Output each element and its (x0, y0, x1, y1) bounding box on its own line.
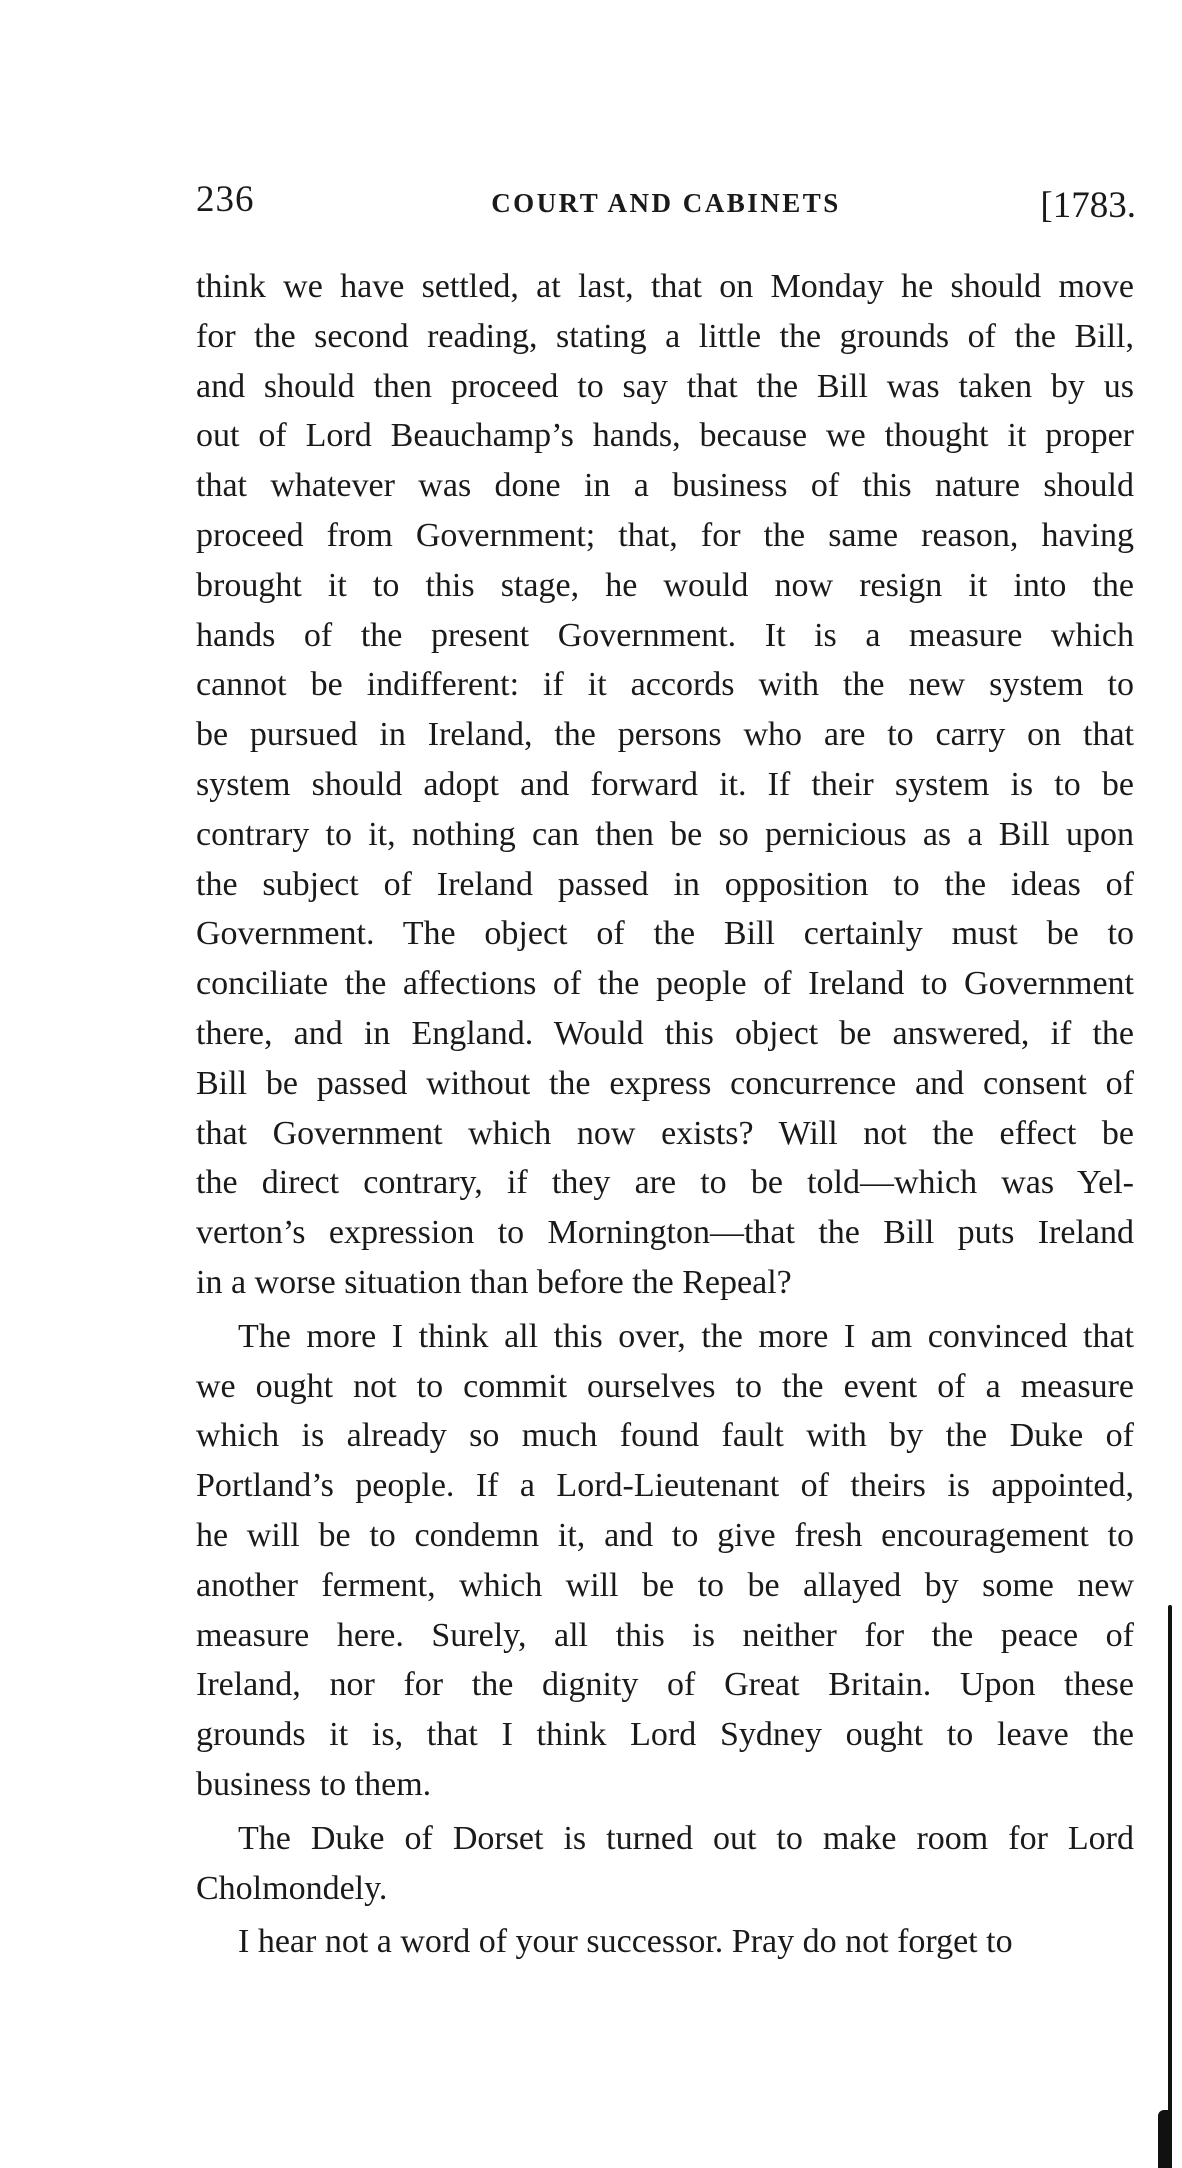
paragraph (196, 1312, 1134, 1810)
text-line: think we have settled, at last, that on Monday he should move (196, 268, 1134, 305)
text-line: and should then proceed to say that the Bill was taken by us (196, 367, 1134, 405)
running-head (196, 178, 1136, 226)
text-line: he will be to condemn it, and to give fresh encouragement to (196, 1516, 1134, 1554)
text-line: business to them. (196, 1765, 432, 1803)
text-line: be pursued in Ireland, the persons who are to carry on that (196, 716, 1134, 754)
text-line: out of Lord Beauchamp’s hands, because we thought it proper (196, 417, 1134, 455)
text-line: contrary to it, nothing can then be so pernicious as a Bill upon (196, 815, 1134, 853)
text-line: the direct contrary, if they are to be told—which was Yel- (196, 1164, 1134, 1202)
text-line: Bill be passed without the express concurrence and consent of (196, 1064, 1134, 1102)
text-line: The Duke of Dorset is turned out to make room for Lord (238, 1819, 1134, 1857)
text-line: which is already so much found fault with by the Duke of (196, 1417, 1134, 1455)
text-line: hands of the present Government. It is a measure which (196, 616, 1134, 654)
text-line: Portland’s people. If a Lord-Lieutenant of theirs is appointed, (196, 1467, 1134, 1505)
text-line: Government. The object of the Bill certainly must be to (196, 915, 1134, 953)
paragraph (196, 262, 1134, 1308)
text-line: proceed from Government; that, for the same reason, having (196, 516, 1134, 554)
running-year: [1783. (1040, 185, 1136, 226)
text-line: in a worse situation than before the Repeal? (196, 1263, 792, 1301)
page-number: 236 (196, 179, 255, 220)
text-line: brought it to this stage, he would now resign it into the (196, 566, 1134, 604)
page-edge-shadow (1168, 1605, 1172, 2165)
text-line: conciliate the affections of the people of Ireland to Government (196, 965, 1134, 1003)
paragraph (196, 1917, 1134, 1967)
text-line: Cholmondely. (196, 1869, 388, 1907)
paragraph (196, 1814, 1134, 1914)
text-line: there, and in England. Would this object be answered, if the (196, 1014, 1134, 1052)
body-text (196, 262, 1134, 1967)
text-line: measure here. Surely, all this is neither for the peace of (196, 1616, 1134, 1654)
text-line: that whatever was done in a business of this nature should (196, 467, 1134, 505)
text-line: system should adopt and forward it. If their system is to be (196, 765, 1134, 803)
text-line: The more I think all this over, the more I am convinced that (238, 1317, 1134, 1355)
page-edge-shadow-foot (1158, 2110, 1172, 2168)
text-line: grounds it is, that I think Lord Sydney ought to leave the (196, 1716, 1134, 1754)
text-line: Ireland, nor for the dignity of Great Britain. Upon these (196, 1666, 1134, 1704)
text-line: cannot be indifferent: if it accords with the new system to (196, 666, 1134, 704)
text-line: we ought not to commit ourselves to the event of a measure (196, 1367, 1134, 1405)
text-line: that Government which now exists? Will not the effect be (196, 1114, 1134, 1152)
running-title: COURT AND CABINETS (491, 188, 841, 218)
text-line: I hear not a word of your successor. Pray do not forget to (238, 1923, 1013, 1961)
text-line: the subject of Ireland passed in opposition to the ideas of (196, 865, 1134, 903)
text-line: for the second reading, stating a little the grounds of the Bill, (196, 317, 1134, 355)
text-line: another ferment, which will be to be allayed by some new (196, 1566, 1134, 1604)
text-line: verton’s expression to Mornington—that the Bill puts Ireland (196, 1214, 1134, 1252)
